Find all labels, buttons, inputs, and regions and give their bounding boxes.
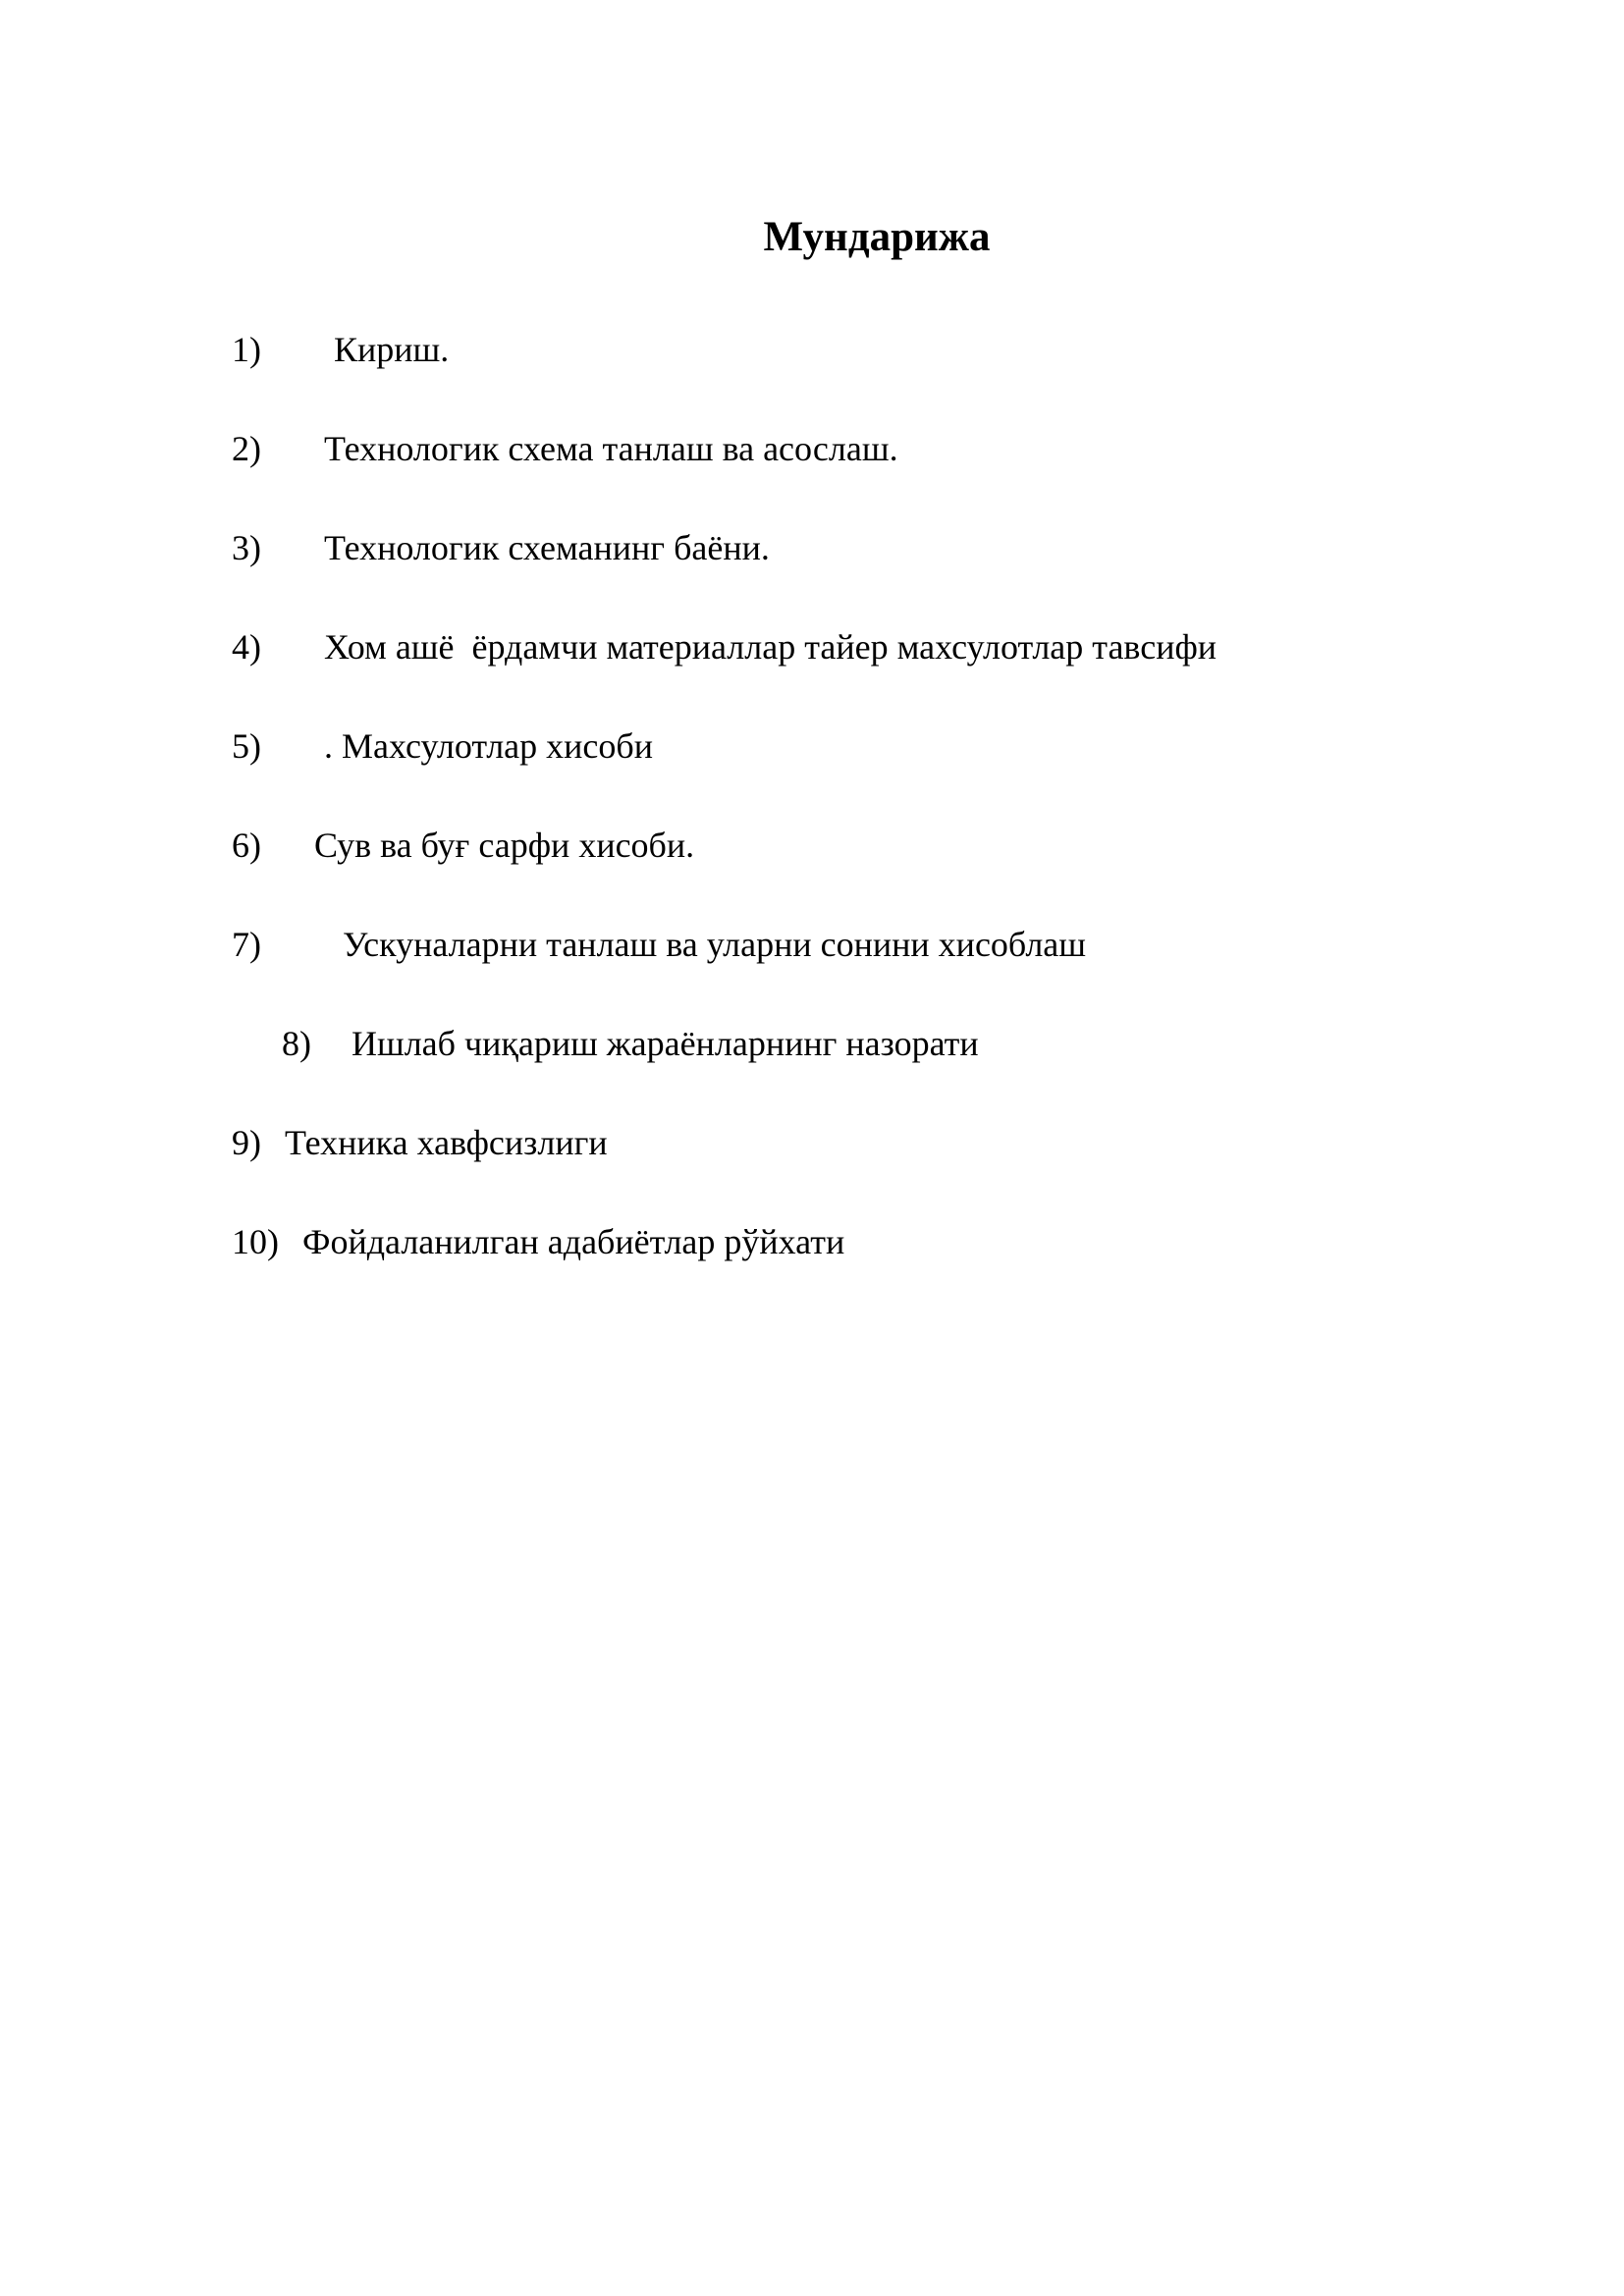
toc-item-number: 3) xyxy=(232,528,261,567)
toc-item-number: 9) xyxy=(232,1123,261,1162)
toc-item-text: Ишлаб чиқариш жараёнларнинг назорати xyxy=(352,1024,979,1063)
toc-item-number: 1) xyxy=(232,330,261,369)
toc-item-text: Хом ашё ёрдамчи материаллар тайер махсулотлар тавсифи xyxy=(324,627,1218,667)
toc-item-10 xyxy=(232,1222,845,1365)
toc-item-number: 8) xyxy=(282,1024,311,1063)
toc-item-text: Техника хавфсизлиги xyxy=(285,1123,608,1162)
toc-item-number: 4) xyxy=(232,627,261,667)
toc-item-number: 7) xyxy=(232,925,261,964)
toc-item-text: Технологик схеманинг баёни. xyxy=(324,528,770,567)
toc-item-text: Кириш. xyxy=(334,330,450,369)
toc-item-text: Сув ва буғ сарфи хисоби. xyxy=(314,826,695,865)
page-title: Мундарижа xyxy=(763,214,991,260)
toc-item-number: 6) xyxy=(232,826,261,865)
toc-item-text: Технологик схема танлаш ва асослаш. xyxy=(324,429,898,468)
toc-item-number: 10) xyxy=(232,1222,279,1261)
toc-item-text: . Махсулотлар хисоби xyxy=(324,726,653,766)
toc-item-number: 5) xyxy=(232,726,261,766)
toc-item-text: Фойдаланилган адабиётлар рўйхати xyxy=(302,1222,845,1261)
toc-item-text: Ускуналарни танлаш ва уларни сонини хисоблаш xyxy=(343,925,1087,964)
toc-item-number: 2) xyxy=(232,429,261,468)
